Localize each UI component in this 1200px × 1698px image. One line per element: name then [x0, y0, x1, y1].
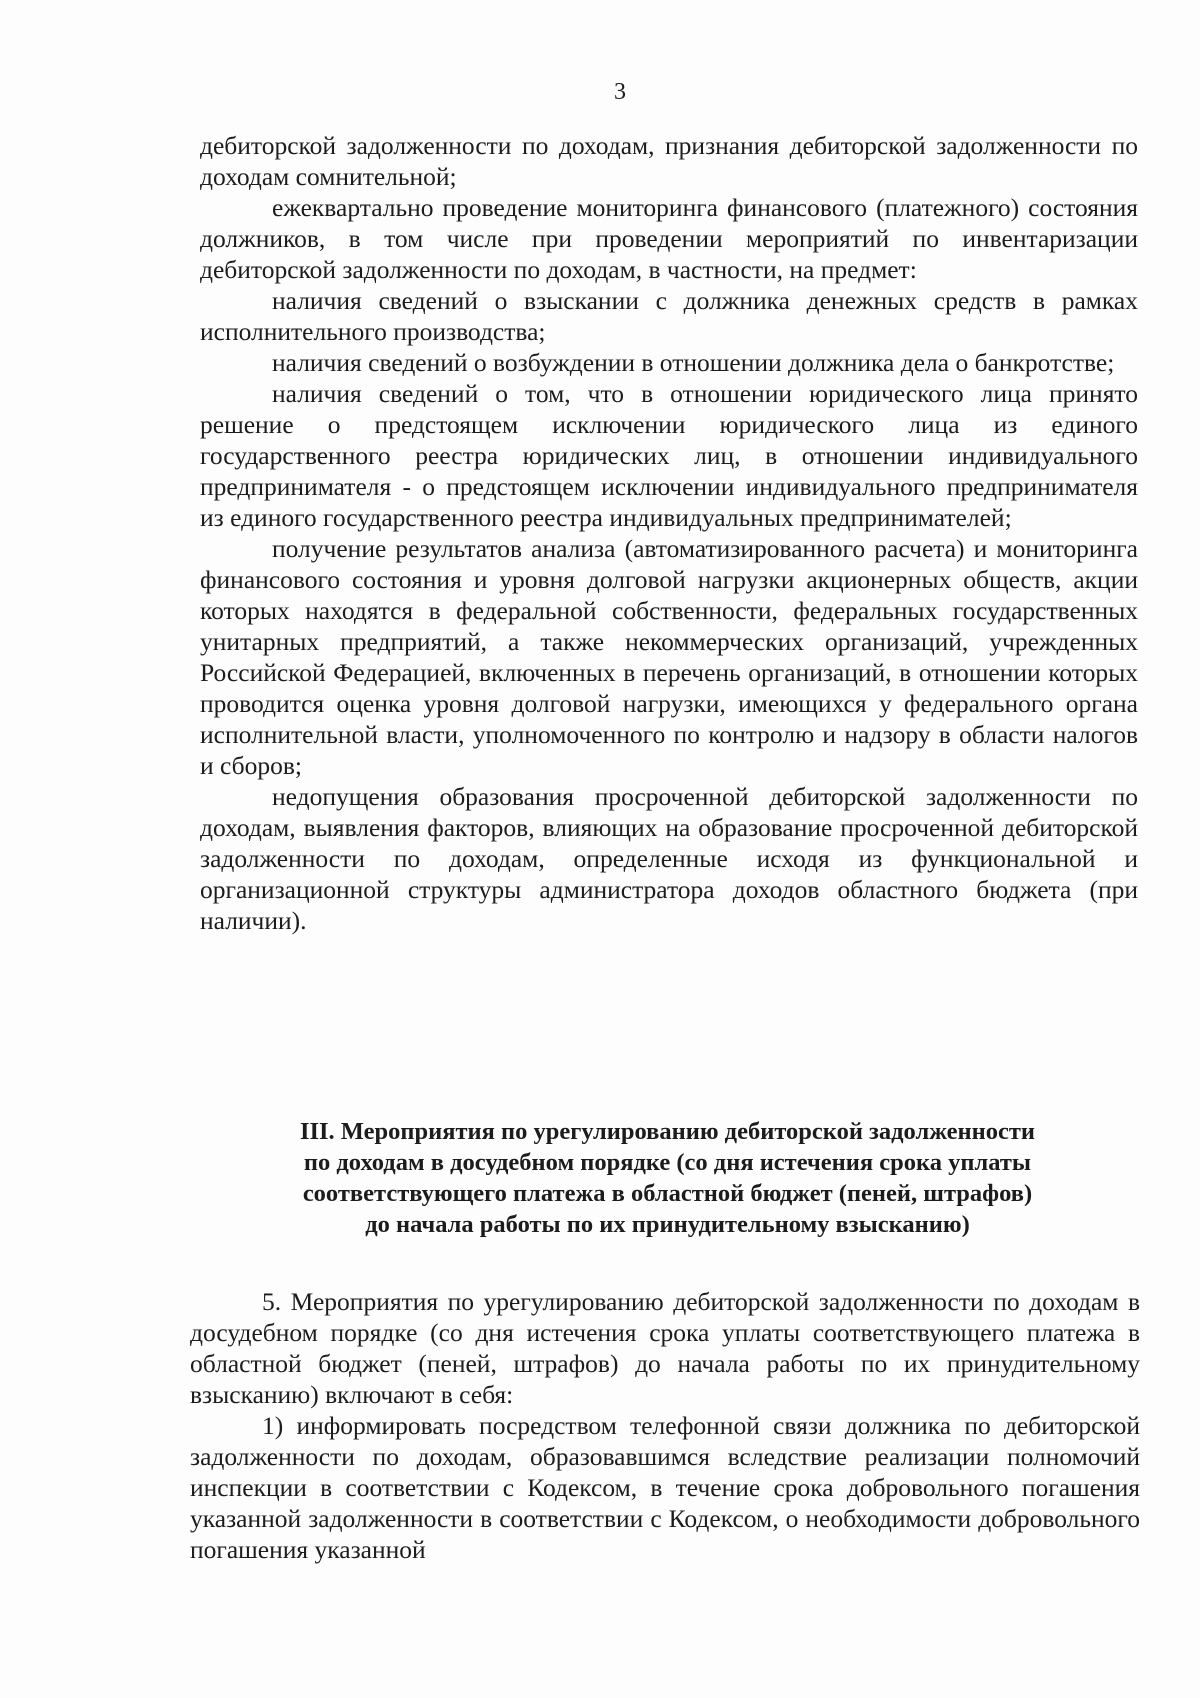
paragraph: ежеквартально проведение мониторинга финансового (платежного) состояния должников, в том числе при проведении мероприятий по инвентаризации дебиторской задолженности по доходам, в частности, на предмет:: [200, 193, 1138, 284]
paragraph: получение результатов анализа (автоматизированного расчета) и мониторинга финансового состояния и уровня долговой нагрузки акционерных обществ, акции которых находятся в федеральной собственности, федеральных государственных унитарных предприятий, а также некоммерческих организаций, учрежденных Российской Федерацией, включенных в перечень организаций, в отношении которых проводится оценка уровня долговой нагрузки, имеющихся у федерального органа исполнительной власти, уполномоченного по контролю и надзору в области налогов и сборов;: [200, 534, 1138, 780]
section-heading-line: до начала работы по их принудительному взысканию): [365, 1211, 970, 1238]
section-heading-line: соответствующего платежа в областной бюджет (пеней, штрафов): [302, 1180, 1033, 1207]
paragraph: наличия сведений о том, что в отношении юридического лица принято решение о предстоящем исключении юридического лица из единого государственного реестра юридических лиц, в отношении индивидуального предпринимателя - о предстоящем исключении индивидуального предпринимателя из единого государственного реестра индивидуальных предпринимателей;: [200, 379, 1138, 532]
paragraph: 1) информировать посредством телефонной связи должника по дебиторской задолженности по доходам, образовавшимся вследствие реализации полномочий инспекции в соответствии с Кодексом, в течение срока добровольного погашения указанной задолженности в соответствии с Кодексом, о необходимости добровольного погашения указанной: [190, 1411, 1140, 1564]
paragraph: наличия сведений о взыскании с должника денежных средств в рамках исполнительного производства;: [200, 286, 1138, 346]
section-heading-line: III. Мероприятия по урегулированию дебиторской задолженности: [299, 1118, 1036, 1145]
paragraph: дебиторской задолженности по доходам, признания дебиторской задолженности по доходам сомнительной;: [200, 131, 1138, 191]
section-body-text: [190, 1286, 1140, 1565]
page-number: 3: [614, 79, 626, 105]
body-text-block: [200, 130, 1138, 936]
section-heading: [190, 1116, 1145, 1240]
section-heading-line: по доходам в досудебном порядке (со дня истечения срока уплаты: [303, 1149, 1032, 1176]
paragraph: недопущения образования просроченной дебиторской задолженности по доходам, выявления факторов, влияющих на образование просроченной дебиторской задолженности по доходам, определенные исходя из функциональной и организационной структуры администратора доходов областного бюджета (при наличии).: [200, 782, 1138, 935]
paragraph: наличия сведений о возбуждении в отношении должника дела о банкротстве;: [272, 348, 1115, 377]
paragraph: 5. Мероприятия по урегулированию дебиторской задолженности по доходам в досудебном порядке (со дня истечения срока уплаты соответствующего платежа в областной бюджет (пеней, штрафов) до начала работы по их принудительному взысканию) включают в себя:: [190, 1287, 1140, 1409]
